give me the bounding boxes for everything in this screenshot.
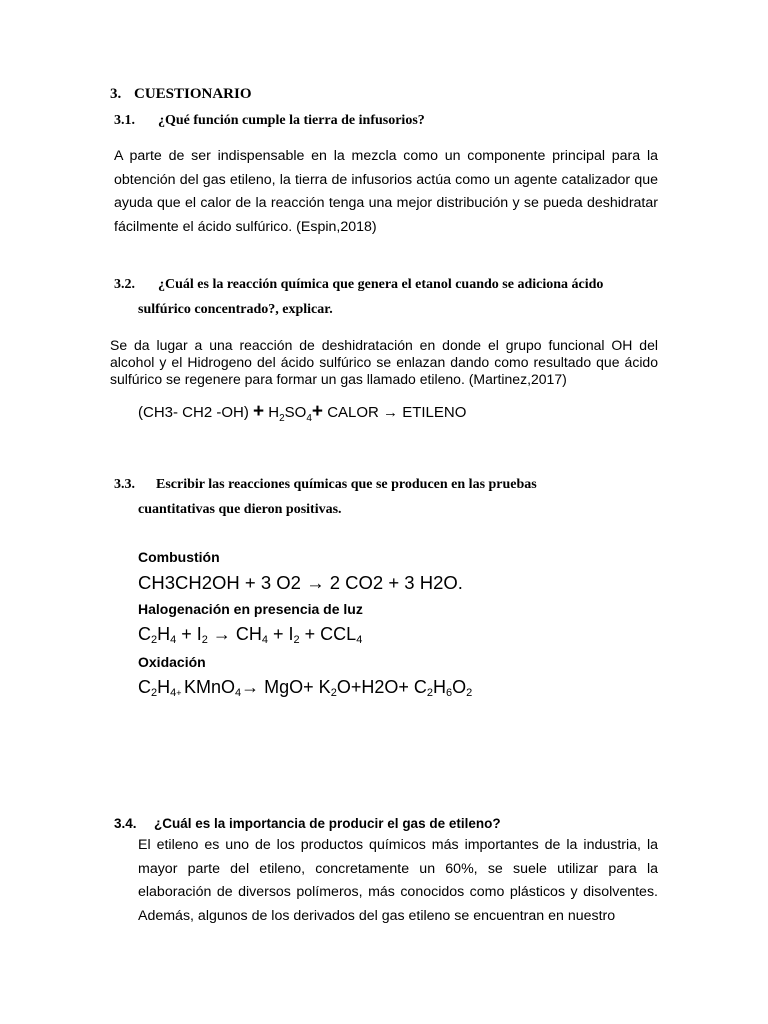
eq-sub: 2 (201, 634, 208, 646)
eq-sub: 2 (151, 687, 158, 699)
section-number: 3. (110, 86, 122, 102)
question-3-2-line2: sulfúrico concentrado?, explicar. (138, 302, 333, 317)
eq-so: SO (284, 404, 307, 421)
eq-sub: 2 (426, 687, 433, 699)
section-heading (110, 86, 252, 103)
eq-part: + CCL (299, 624, 357, 644)
eq-sub: 4 (356, 634, 363, 646)
eq-part: O (452, 677, 467, 697)
eq-part: H (157, 677, 171, 697)
question-number: 3.2. (114, 277, 135, 292)
eq-sub: 2 (279, 413, 285, 424)
eq-sub: 6 (445, 687, 453, 699)
eq-plus: + (311, 401, 324, 422)
answer-3-4: El etileno es uno de los productos químicos más importantes de la industria, la mayor parte del etileno, concretamente un 60%, se suele utilizar para la elaboración de diversos polímeros, más conocidos como plásticos y disolventes. Además, algunos de los derivados del gas etileno se encuentran en nuestro (138, 837, 658, 924)
combustion-title: Combustión (138, 549, 220, 565)
eq-part: KMnO (184, 677, 236, 697)
eq-sub: 2 (330, 687, 337, 699)
eq-sub: 4 (170, 634, 177, 646)
answer-3-2: Se da lugar a una reacción de deshidratación en donde el grupo funcional OH del alcohol y el Hidrogeno del ácido sulfúrico se enlazan dando como resultado que ácido sulfúrico se regenere para formar un gas llamado etileno. (Martinez,2017) (110, 337, 658, 387)
question-text: Escribir las reacciones químicas que se producen en las pruebas (156, 477, 537, 492)
eq-sub: 2 (293, 634, 300, 646)
eq-part: → MgO+ K (241, 677, 331, 697)
question-3-4 (114, 816, 501, 831)
eq-sub: 4 (235, 687, 242, 699)
eq-part: H (157, 624, 171, 644)
combustion-equation: CH3CH2OH + 3 O2 → 2 CO2 + 3 H2O. (138, 572, 463, 593)
eq-sub: 4 (306, 413, 312, 424)
eq-h: H (264, 404, 280, 421)
oxidation-title: Oxidación (138, 654, 206, 670)
eq-reactant: (CH3- CH2 -OH) (138, 404, 253, 421)
eq-part: C (138, 677, 151, 697)
eq-sub: + (176, 688, 185, 698)
eq-part: O+H2O+ C (336, 677, 427, 697)
answer-3-1: A parte de ser indispensable en la mezcla como un componente principal para la obtención del gas etileno, la tierra de infusorios actúa como un agente catalizador que ayuda que el calor de la reacción tenga una mejor distribución y se pueda deshidratar fácilmente el ácido sulfúrico. (Espin,2018) (114, 148, 658, 235)
question-3-3-line2: cuantitativas que dieron positivas. (138, 502, 342, 517)
question-number: 3.1. (114, 113, 135, 128)
halogenation-equation (138, 624, 362, 646)
question-text: ¿Cuál es la importancia de producir el gas de etileno? (154, 816, 501, 831)
eq-sub: 4 (261, 634, 269, 646)
equation-ethanol-dehydration (138, 401, 466, 424)
question-text: ¿Qué función cumple la tierra de infusorios? (158, 113, 425, 128)
eq-sub: 2 (151, 634, 158, 646)
question-3-1 (114, 113, 425, 129)
halogenation-title: Halogenación en presencia de luz (138, 601, 363, 617)
section-title: CUESTIONARIO (134, 86, 252, 102)
eq-part: H (432, 677, 446, 697)
eq-part: + I (176, 624, 202, 644)
question-text: ¿Cuál es la reacción química que genera el etanol cuando se adiciona ácido (158, 277, 604, 292)
question-3-3-line1 (114, 477, 537, 493)
eq-product: CALOR → ETILENO (323, 404, 467, 421)
eq-sub: 4 (170, 687, 177, 699)
question-number: 3.3. (114, 477, 135, 492)
eq-part: + I (268, 624, 294, 644)
eq-part: C (138, 624, 151, 644)
eq-plus: + (253, 401, 265, 422)
question-3-2-line1 (114, 277, 603, 293)
oxidation-equation (138, 677, 472, 699)
eq-part: → CH (207, 624, 262, 644)
eq-sub: 2 (466, 687, 473, 699)
question-number: 3.4. (114, 816, 137, 831)
